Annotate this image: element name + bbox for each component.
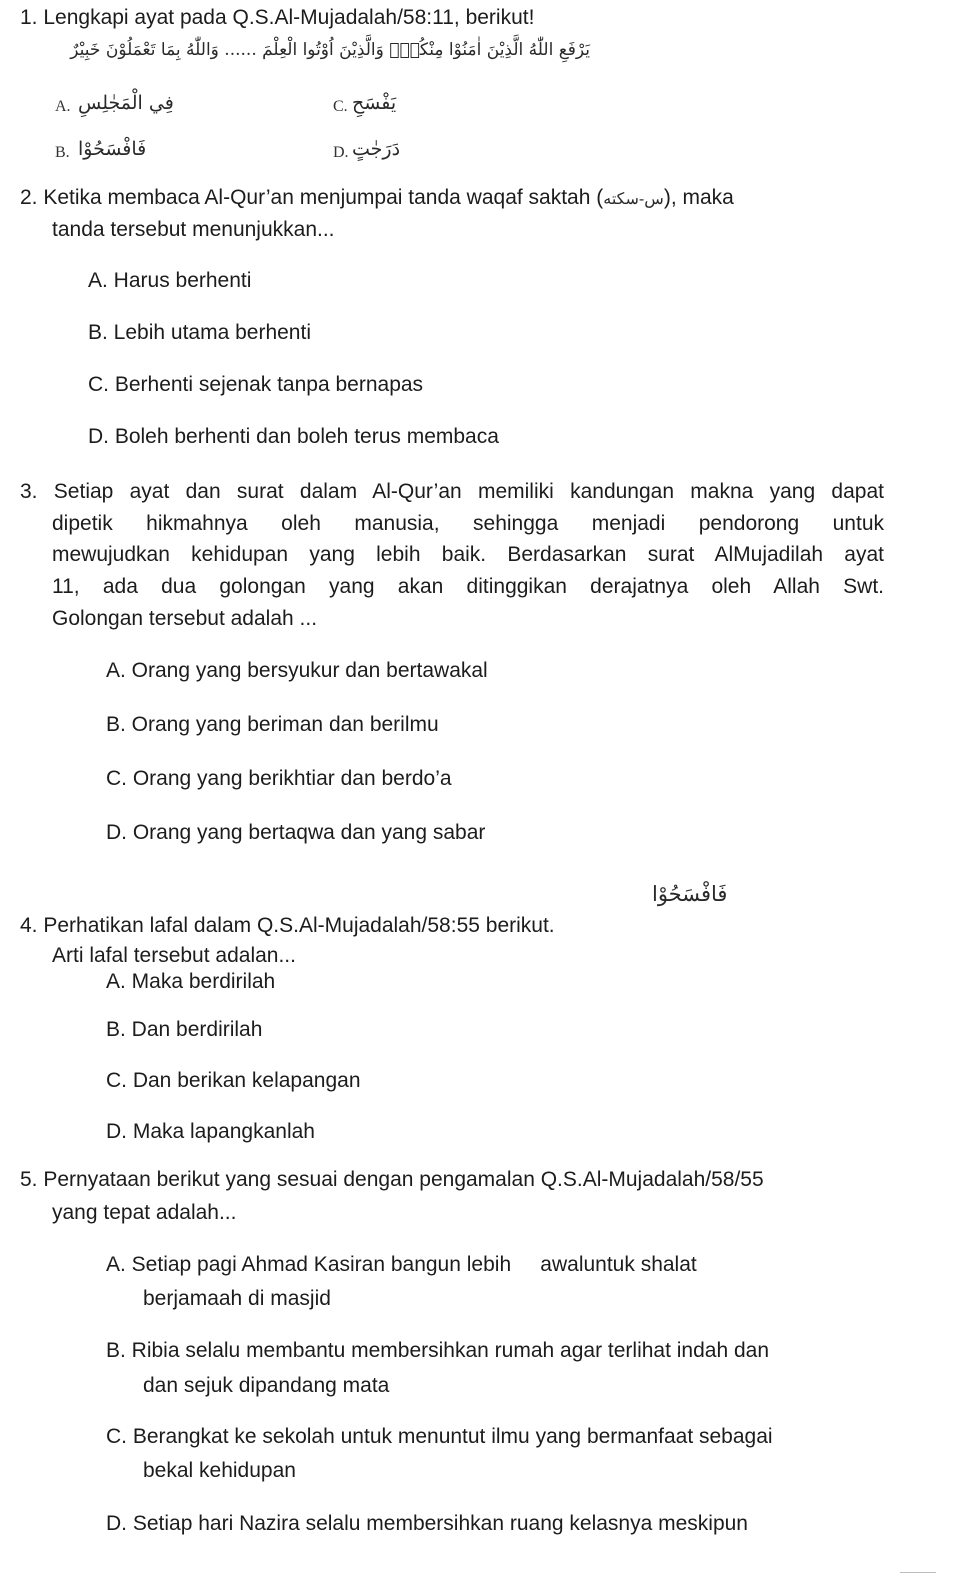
q3-option-b[interactable]: B. Orang yang beriman dan berilmu [106,713,439,736]
q2-line1 [20,182,734,215]
q2-option-d[interactable]: D. Boleh berhenti dan boleh terus membaca [88,425,499,448]
q1-option-d-arabic[interactable]: دَرَجٰتٍ [352,138,401,160]
q1-text: 1. Lengkapi ayat pada Q.S.Al-Mujadalah/58:11, berikut! [20,6,535,29]
q4-option-b[interactable]: B. Dan berdirilah [106,1018,263,1041]
q5-option-b-cont: dan sejuk dipandang mata [143,1374,390,1397]
q4-line1: 4. Perhatikan lafal dalam Q.S.Al-Mujadalah/58:55 berikut. [20,914,555,937]
q1-arabic-verse: يَرْفَعِ اللّٰهُ الَّذِيْنَ اٰمَنُوْا مِنْكُمْۙ وَالَّذِيْنَ اُوْتُوا الْعِلْمَ ...... وَاللّٰهُ بِمَا تَعْمَلُوْنَ خَبِيْرٌ [70,40,590,60]
q3-option-d[interactable]: D. Orang yang bertaqwa dan yang sabar [106,821,486,844]
q2-line2: tanda tersebut menunjukkan... [52,218,335,241]
q4-option-d[interactable]: D. Maka lapangkanlah [106,1120,315,1143]
q1-option-d-letter: D. [333,144,349,161]
q4-option-a[interactable]: A. Maka berdirilah [106,970,276,993]
q2-option-c[interactable]: C. Berhenti sejenak tanpa bernapas [88,373,424,396]
q4-arabic-word: فَافْسَحُوْا [652,882,728,906]
q3-line2: dipetik hikmahnya oleh manusia, sehingga menjadi pendorong untuk [52,512,884,535]
q3-option-c[interactable]: C. Orang yang berikhtiar dan berdo’a [106,767,452,790]
q2-line1-start: 2. Ketika membaca Al-Qur’an menjumpai tanda waqaf saktah ( [20,186,604,209]
q5-line1: 5. Pernyataan berikut yang sesuai dengan pengamalan Q.S.Al-Mujadalah/58/55 [20,1168,764,1191]
q3-line3: mewujudkan kehidupan yang lebih baik. Berdasarkan surat AlMujadilah ayat [52,543,884,566]
q5-line2: yang tepat adalah... [52,1201,237,1224]
q5-option-b[interactable]: B. Ribia selalu membantu membersihkan rumah agar terlihat indah dan [106,1339,770,1362]
q2-line1-end: ), maka [663,186,734,209]
q4-line2: Arti lafal tersebut adalan... [52,944,296,967]
q4-option-c[interactable]: C. Dan berikan kelapangan [106,1069,361,1092]
q1-option-c-letter: C. [333,98,348,115]
q3-line4: 11, ada dua golongan yang akan ditinggikan derajatnya oleh Allah Swt. [52,575,884,598]
q1-option-a-letter: A. [55,98,71,115]
q5-option-a[interactable]: A. Setiap pagi Ahmad Kasiran bangun lebih awaluntuk shalat [106,1253,697,1276]
q1-option-a-arabic[interactable]: فِي الْمَجٰلِسِ [78,92,174,114]
q3-line5: Golongan tersebut adalah ... [52,607,318,630]
q5-option-a-cont: berjamaah di masjid [143,1287,331,1310]
q3-line1: 3. Setiap ayat dan surat dalam Al-Qur’an memiliki kandungan makna yang dapat [20,480,884,503]
q1-option-b-arabic[interactable]: فَافْسَحُوْا [78,138,147,160]
waqaf-saktah-symbol: س-سكته [603,189,664,208]
q1-option-b-letter: B. [55,144,70,161]
q5-option-d[interactable]: D. Setiap hari Nazira selalu membersihkan ruang kelasnya meskipun [106,1512,748,1535]
q5-option-c[interactable]: C. Berangkat ke sekolah untuk menuntut ilmu yang bermanfaat sebagai [106,1425,773,1448]
q2-option-a[interactable]: A. Harus berhenti [88,269,252,292]
q2-option-b[interactable]: B. Lebih utama berhenti [88,321,311,344]
q5-option-c-cont: bekal kehidupan [143,1459,296,1482]
page-corner-divider [900,1572,936,1573]
q1-option-c-arabic[interactable]: يَفْسَحِ [352,92,397,114]
q3-option-a[interactable]: A. Orang yang bersyukur dan bertawakal [106,659,488,682]
